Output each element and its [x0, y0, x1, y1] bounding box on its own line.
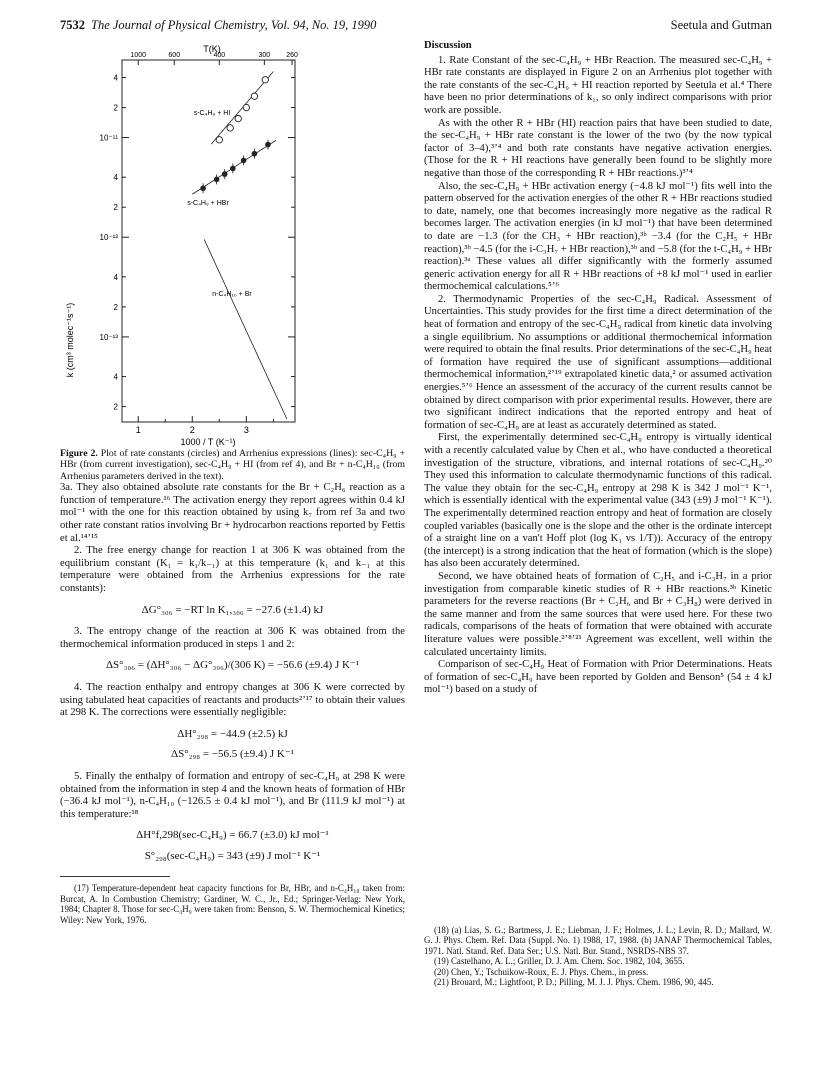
y-tick-label: 2: [113, 402, 118, 412]
right-paragraph: As with the other R + HBr (HI) reaction pairs that have been studied to date, the sec-C₄H₉ + HBr rate constant is the lower of the two (by the now typical factor of 3–4),³ʼ⁴ and both rate constants have negative activation energies. (Those for the R + HI reactions have generally been found to be slightly more negative than those of the corresponding R + HBr reactions.)³ʼ⁴: [424, 117, 772, 179]
top-tick-label: 1000: [130, 52, 147, 59]
right-paragraph: Also, the sec-C₄H₉ + HBr activation energy (−4.8 kJ mol⁻¹) fits well into the pattern observed for the activation energies of the other R + HBr reactions studied to date, namely, one that becomes increasingly more negative as the radical R becomes larger. The activation energies (in kJ mol⁻¹) that have been determined to date are −1.3 (for the CH₃ + HBr reaction),³ᵇ −3.4 (for the C₂H₅ + HBr reaction),³ᵇ −4.5 (for the i-C₃H₇ + HBr reaction),³ᵇ and −5.8 (for the t-C₄H₉ + HBr reaction).³ᵃ These values all differ significantly with the formerly assumed generic activation energy for all R + HBr reactions of +8 kJ mol⁻¹ used in earlier thermochemical calculations.⁵ʼ⁶: [424, 180, 772, 293]
data-point-hi: [251, 93, 257, 99]
right-paragraph: 2. Thermodynamic Properties of the sec-C₄H₉ Radical. Assessment of Uncertainties. This study provides for the first time a direct determination of the heat of formation and entropy of the sec-C₄H₉ radical from kinetic data involving a single equilibrium. No assumptions or additional thermochemical information were required to obtain the final results. Prior determinations of the sec-C₄H₉ heat of formation have required the use of significant assumptions—additional thermochemical information,²ʼ¹⁹ extrapolated kinetic data,² or assumed activation energies.⁵ʼ⁶ Hence an assessment of the accuracy of the current results cannot be obtained by direct comparison with prior experimental results. However, there are two significant indirect indications that the reported entropy and heat of formation of sec-C₄H₉ are at least as accurately determined as stated.: [424, 293, 772, 431]
data-point-hi: [243, 104, 249, 110]
data-point-hi: [262, 77, 268, 83]
footnote-21: (21) Brouard, M.; Lightfoot, P. D.; Pilling, M. J. J. Phys. Chem. 1986, 90, 445.: [434, 977, 714, 988]
data-point-hbr: [200, 185, 206, 191]
equation-enthalpy-298: ΔH°₂₉₈ = −44.9 (±2.5) kJ: [177, 727, 288, 740]
data-point-hi: [216, 137, 222, 143]
x-axis-label: 1000 / T (K⁻¹): [180, 437, 236, 447]
y-tick-label: 10⁻¹¹: [99, 133, 118, 143]
right-paragraph: Comparison of sec-C₄H₉ Heat of Formation with Prior Determinations. Heats of formation of sec-C₄H₉ have been reported by Golden and Benson⁵ (54 ± 4 kJ mol⁻¹) based on a study of: [424, 659, 772, 696]
left-paragraph: 4. The reaction enthalpy and entropy changes at 306 K were corrected by using tabulated heat capacities of reactants and products²ʼ¹⁷ to obtain their values at 298 K. The corrections were essentially negligible:: [60, 681, 405, 719]
data-point-hbr: [265, 142, 271, 148]
data-point-hbr: [222, 171, 228, 177]
figure-2: [60, 40, 405, 448]
arrhenius-plot: [60, 40, 405, 448]
y-tick-label: 2: [113, 203, 118, 213]
y-tick-label: 2: [113, 103, 118, 113]
top-axis-label: T(K): [203, 44, 221, 54]
series-label-hi: s-C₄H₉ + HI: [193, 110, 231, 117]
footnote-17: (17) Temperature-dependent heat capacity functions for Br, HBr, and n-C₄H₁₀ taken from: Burcat, A. In Combustion Chemistry; Gardiner, W. C., Jr., Ed.; Springer-Verlag: New York, 1984; Chapter 8. Those for sec-C₄H₉ were taken from: Benson, S. W. Thermochemical Kinetics; Wiley: New York, 1976.: [60, 883, 405, 925]
footnote-20: (20) Chen, Y.; Tschuikow-Roux, E. J. Phys. Chem., in press.: [434, 966, 649, 977]
right-paragraph: 1. Rate Constant of the sec-C₄H₉ + HBr Reaction. The measured sec-C₄H₉ + HBr rate constants are displayed in Figure 2 on an Arrhenius plot together with the rate constants of the sec-C₄H₉ + HI reaction reported by Seetula et al.⁴ There have been no prior determinations of k₁, so only indirect comparisons with prior work are possible.: [424, 54, 772, 116]
journal-citation: The Journal of Physical Chemistry, Vol. 94, No. 19, 1990: [91, 18, 377, 32]
figure-caption: [60, 448, 405, 482]
x-tick-label: 1: [135, 425, 141, 435]
header-authors: Seetula and Gutman: [670, 18, 772, 32]
caption-label: Figure 2.: [60, 448, 98, 459]
y-tick-label: 4: [113, 272, 118, 282]
equation-entropy-radical: S°₂₉₈(sec-C₄H₉) = 343 (±9) J mol⁻¹ K⁻¹: [144, 849, 321, 862]
y-tick-label: 4: [113, 73, 118, 83]
equation-heat-of-formation: ΔH°f,298(sec-C₄H₉) = 66.7 (±3.0) kJ mol⁻¹: [136, 829, 329, 842]
y-tick-label: 4: [113, 372, 118, 382]
left-paragraph: 3. The entropy change of the reaction at 306 K was obtained from the thermochemical information produced in steps 1 and 2:: [60, 626, 405, 650]
caption-text: Plot of rate constants (circles) and Arrhenius expressions (lines): sec-C₄H₉ + HBr (from current investigation), sec-C₄H₉ + HI (from ref 4), and Br + n-C₄H₁₀ (from Arrhenius parameters derived in the text).: [60, 448, 405, 482]
equation-entropy-298: ΔS°₂₉₈ = −56.5 (±9.4) J K⁻¹: [171, 748, 294, 761]
data-point-hbr: [230, 166, 236, 172]
left-column: [60, 40, 405, 925]
y-tick-label: 10⁻¹²: [99, 233, 118, 243]
right-paragraph: Second, we have obtained heats of formation of C₂H₅ and i-C₃H₇ in a prior investigation from comparable kinetic studies of R + HBr reactions.³ᵇ Kinetic parameters for the reverse reactions (Br + C₂H₆ and Br + C₃H₈) were derived in the same manner and from the same sources that were used here. For these two radicals, comparisons of the heats of formation that were obtained with accurate literature values were possible.²ʼ⁸ʼ²¹ Agreement was excellent, well within the calculated uncertainty limits.: [424, 570, 772, 658]
data-point-hbr: [214, 177, 220, 183]
page-number: 7532: [60, 18, 85, 32]
equation-free-energy: ΔG°₃₀₆ = −RT ln K₁,₃₀₆ = −27.6 (±1.4) kJ: [141, 603, 324, 616]
data-point-hi: [235, 115, 241, 121]
right-column: [424, 40, 772, 697]
right-paragraph: First, the experimentally determined sec-C₄H₉ entropy is virtually identical with a recently calculated value by Chen et al., who have conducted a theoretical investigation of the structure, vibrations, and internal rotations of sec-C₄H₉.²⁰ They used this information to calculate thermodynamic functions of this radical. The value they obtain for the sec-C₄H₉ entropy at 298 K is 342 J mol⁻¹ K⁻¹, which is essentially identical with the experimental value (343 (±9) J mol⁻¹ K⁻¹). The experimentally determined reaction entropy and heat of formation are closely coupled variables (basically one is the slope and the other is the ordinate intercept of a straight line on a van't Hoff plot (log K₁ vs 1/T)). Accuracy of the entropy (the intercept) is a strong indication that the heat of formation (which is the slope) has also been accurately determined.: [424, 432, 772, 570]
x-tick-label: 3: [243, 425, 249, 435]
y-tick-label: 2: [113, 302, 118, 312]
footnote-19: (19) Castelhano, A. L.; Griller, D. J. Am. Chem. Soc. 1982, 104, 3655.: [434, 956, 685, 967]
page-header: [60, 18, 772, 34]
footnote-18: (18) (a) Lias, S. G.; Bartmess, J. E.; Liebman, J. F.; Holmes, J. L.; Levin, R. D.; Mallard, W. G. J. Phys. Chem. Ref. Data (Suppl. No. 1) 1988, 17, 1988. (b) JANAF Thermochemical Tables, 1971. Natl. Stand. Ref. Data Ser.; U.S. Natl. Bur. Stand., NSRDS-NBS 37.: [424, 925, 772, 956]
y-tick-label: 10⁻¹³: [99, 332, 118, 342]
y-tick-label: 4: [113, 173, 118, 183]
data-point-hbr: [252, 151, 258, 157]
top-tick-label: 600: [168, 52, 181, 59]
left-paragraph: 3a. They also obtained absolute rate constants for the Br + C₂H₆ reaction as a function of temperature.¹⁶ The activation energy they report agrees within 0.4 kJ mol⁻¹ with the one for this reaction obtained by using k₇ from ref 3a and two other rate constant ratios involving Br + hydrocarbon reactions reported by Fettis et al.¹⁴ʼ¹⁵: [60, 482, 405, 544]
top-tick-label: 400: [213, 52, 226, 59]
series-label-br: n-C₄H₁₀ + Br: [212, 291, 252, 298]
top-tick-label: 260: [286, 52, 298, 59]
x-tick-label: 2: [189, 425, 195, 435]
footnote-divider: [60, 876, 170, 877]
fit-line-br: [204, 239, 287, 419]
top-tick-label: 300: [258, 52, 271, 59]
header-left: [60, 18, 376, 33]
data-point-hi: [227, 125, 233, 131]
left-paragraph: 2. The free energy change for reaction 1 at 306 K was obtained from the equilibrium constant (K₁ = k₁/k₋₁) at this temperature (k₁ and k₋₁ at this temperature were obtained from the Arrhenius expressions for the rate constants):: [60, 545, 405, 594]
footnotes-right: [424, 925, 772, 987]
left-paragraph: 5. Finally the enthalpy of formation and entropy of sec-C₄H₉ at 298 K were obtained from the information in step 4 and the known heats of formation of HBr (−36.4 kJ mol⁻¹), n-C₄H₁₀ (−126.5 ± 0.4 kJ mol⁻¹), and Br (111.9 kJ mol⁻¹) at this temperature:¹⁸: [60, 770, 405, 820]
section-heading: Discussion: [424, 40, 472, 51]
series-label-hbr: s-C₄H₉ + HBr: [187, 200, 229, 207]
data-point-hbr: [241, 158, 247, 164]
y-axis-label: k (cm³ molec⁻¹s⁻¹): [65, 302, 75, 378]
equation-entropy-306: ΔS°₃₀₆ = (ΔH°₃₀₆ − ΔG°₃₀₆)/(306 K) = −56.6 (±9.4) J K⁻¹: [105, 659, 360, 672]
